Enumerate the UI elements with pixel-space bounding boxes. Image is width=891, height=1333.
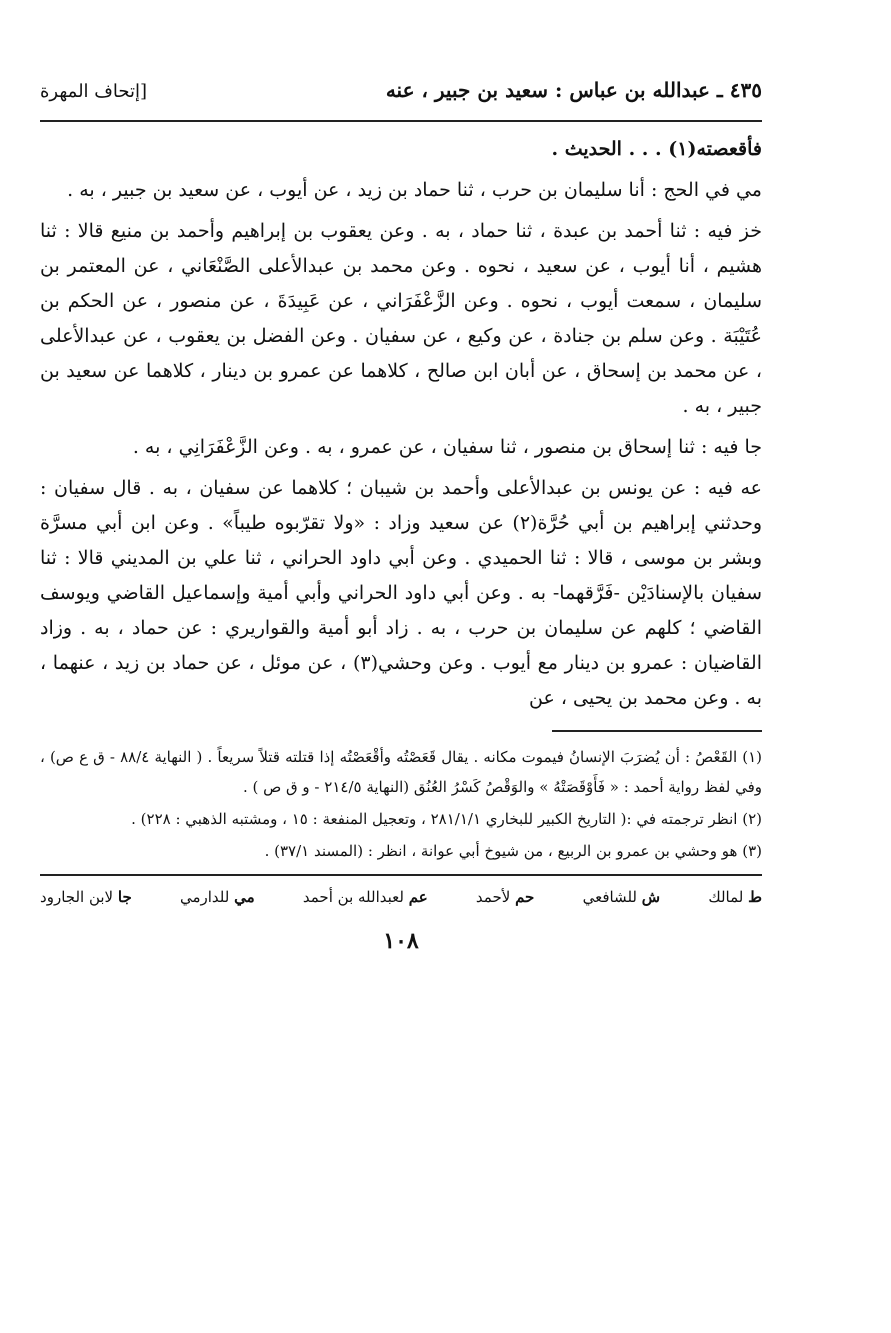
paragraph: خز فيه : ثنا أحمد بن عبدة ، ثنا حماد ، به . وعن يعقوب بن إبراهيم وأحمد بن منيع قالا : ثنا هشيم ، أنا أيوب ، عن سعيد ، نحوه . وعن محمد بن عبدالأعلى الصَّنْعَاني ، عن المعتمر بن سليمان ، سمعت أيوب ، نحوه . وعن الزَّعْفَرَاني ، عن عَبِيدَةَ ، عن منصور ، عن الحكم بن عُتَيْبَة . وعن سلم بن جنادة ، عن وكيع ، عن سفيان . وعن الفضل بن يعقوب ، عن عبدالأعلى ، عن محمد بن إسحاق ، عن أبان ابن صالح ، كلاهما عن عمرو بن دينار ، كلاهما عن سعيد بن جبير ، به . xyxy=(40,220,762,417)
abbr-item: مي للدارمي xyxy=(179,888,255,906)
main-text xyxy=(40,132,762,716)
abbr-item: جا لابن الجارود xyxy=(40,888,132,906)
running-title: ٤٣٥ ـ عبدالله بن عباس : سعيد بن جبير ، عنه xyxy=(385,78,762,102)
footnote: (٢) انظر ترجمته في :( التاريخ الكبير للبخاري ٢٨١/١/١ ، وتعجيل المنفعة : ١٥ ، ومشتبه الذهبي : ٢٢٨) . xyxy=(131,810,762,828)
paragraph: فأقعصته(١) . . . الحديث . xyxy=(551,138,762,160)
page-number: ١٠٨ xyxy=(383,928,419,954)
paragraph: مي في الحج : أنا سليمان بن حرب ، ثنا حماد بن زيد ، عن أيوب ، عن سعيد بن جبير ، به . xyxy=(67,179,762,201)
abbr-item: حم لأحمد xyxy=(475,888,535,906)
footnotes xyxy=(40,742,762,866)
abbr-item: ش للشافعي xyxy=(582,888,661,906)
footnote: (١) القَعْصُ : أن يُضرَبَ الإنسانُ فيموت مكانه . يقال قَعَصْتُه وأقْعَصْتُه إذا قتلته قتلاً سريعاً . ( النهاية ٨٨/٤ - ق ع ص) ، وفي لفظ رواية أحمد : « فَأَوْقَصَتْهُ » والوَقْصُ كَسْرُ العُنُق (النهاية ٢١٤/٥ - و ق ص ) . xyxy=(40,748,763,796)
paragraph: جا فيه : ثنا إسحاق بن منصور ، ثنا سفيان ، عن عمرو ، به . وعن الزَّعْفَرَانِي ، به . xyxy=(132,436,762,458)
abbr-item: ط لمالك xyxy=(708,888,762,906)
abbreviation-key xyxy=(40,876,762,906)
page xyxy=(40,78,762,954)
footnote-separator xyxy=(552,730,762,732)
page-header xyxy=(40,78,762,122)
paragraph: عه فيه : عن يونس بن عبدالأعلى وأحمد بن شيبان ؛ كلاهما عن سفيان ، به . قال سفيان : وحدثني إبراهيم بن أبي حُرَّة(٢) عن سعيد وزاد : «ولا تقرّبوه طيباً» . وعن ابن أبي مسرَّة وبشر بن موسى ، قالا : ثنا الحميدي . وعن أبي داود الحراني ، ثنا علي بن المديني قالا : ثنا سفيان بالإسنادَيْن -فَرَّقهما- به . وعن أبي داود الحراني وأبي أمية وإسماعيل القاضي ويوسف القاضي ؛ كلهم عن سليمان بن حرب ، به . زاد أبو أمية والقواريري : عن حماد ، به . وزاد القاضيان : عمرو بن دينار مع أيوب . وعن وحشي(٣) ، عن موئل ، عن حماد بن زيد ، عنهما ، به . وعن محمد بن يحيى ، عن xyxy=(40,477,762,709)
book-title: [إتحاف المهرة xyxy=(40,81,148,102)
footnote: (٣) هو وحشي بن عمرو بن الربيع ، من شيوخ أبي عوانة ، انظر : (المسند ٣٧/١) . xyxy=(264,842,762,860)
abbr-item: عم لعبدالله بن أحمد xyxy=(302,888,428,906)
